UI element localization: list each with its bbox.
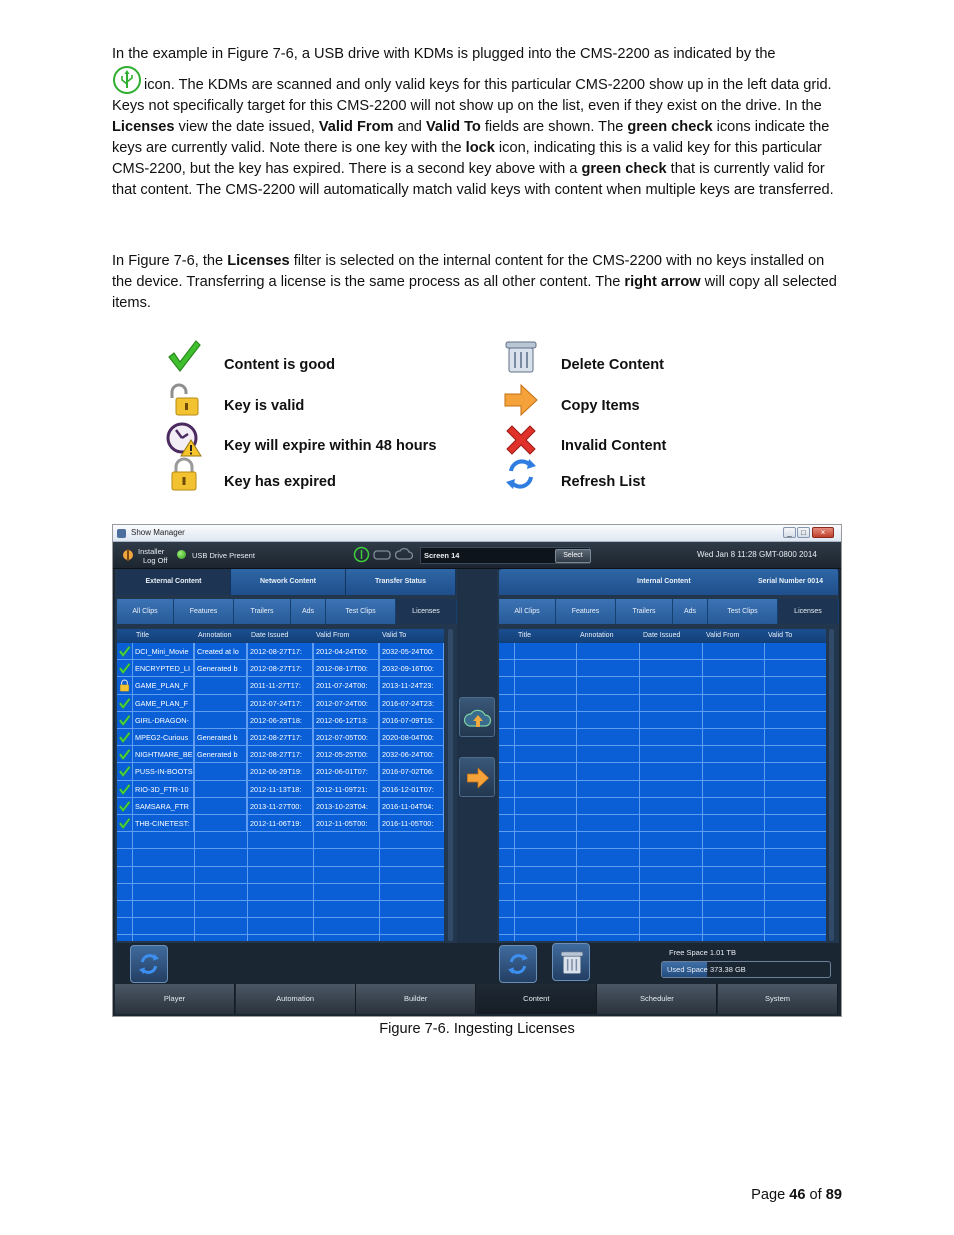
legend-label-delete-content: Delete Content: [561, 357, 664, 373]
network-drive-icon: [373, 548, 391, 561]
bottom-nav: [115, 984, 839, 1014]
internal-content-header: [499, 569, 839, 595]
green-check-icon: [118, 765, 131, 778]
legend-label-invalid-content: Invalid Content: [561, 438, 667, 454]
para1-text-6: icons indicate the keys are currently valid. Note there is one key with the: [112, 119, 830, 156]
cloud-upload-icon: [464, 706, 492, 730]
cell-to: 2020-08-04T00:: [380, 729, 444, 746]
close-button[interactable]: ×: [812, 527, 834, 538]
para2-bold-licenses: Licenses: [227, 253, 290, 269]
right-grid-header: [499, 629, 826, 643]
right-filter-all-clips[interactable]: All Clips: [499, 599, 556, 624]
red-x-icon: [503, 422, 539, 458]
right-top-header: [499, 569, 839, 595]
cell-title: ENCRYPTED_LI: [133, 660, 194, 677]
green-check-icon: [118, 783, 131, 796]
cell-annotation: [195, 763, 247, 780]
cell-from: 2012-05-25T00:: [314, 746, 379, 763]
cell-from: 2012-06-12T13:: [314, 712, 379, 729]
used-space-bar: [661, 961, 831, 978]
cell-to: 2016-11-05T00:: [380, 815, 444, 832]
transfer-column: [457, 569, 497, 943]
unlocked-padlock-icon: [166, 382, 202, 418]
cell-annotation: Generated b: [195, 746, 247, 763]
cell-title: DCI_Mini_Movie: [133, 643, 194, 660]
para1-bold-valid-from: Valid From: [318, 119, 394, 135]
table-row[interactable]: [499, 798, 826, 815]
left-filter-test-clips[interactable]: Test Clips: [326, 599, 396, 624]
cell-issued: 2013-11-27T00:: [248, 798, 313, 815]
clock-warning-icon: [166, 422, 202, 458]
table-row[interactable]: [499, 884, 826, 901]
cell-title: RIO-3D_FTR-10: [133, 781, 194, 798]
nav-content[interactable]: Content: [477, 984, 597, 1014]
left-refresh-button[interactable]: [130, 945, 168, 983]
top-status-bar: [113, 542, 841, 569]
refresh-arrows-icon: [137, 952, 161, 976]
trash-can-icon: [559, 949, 585, 975]
page-number: [751, 1187, 842, 1203]
cell-to: 2032-05-24T00:: [380, 643, 444, 660]
log-off-link[interactable]: Log Off: [143, 556, 168, 565]
legend-label-refresh-list: Refresh List: [561, 474, 646, 490]
cell-to: 2016-11-04T04:: [380, 798, 444, 815]
locked-padlock-icon: [166, 456, 202, 492]
green-check-icon: [118, 800, 131, 813]
table-row[interactable]: [499, 901, 826, 918]
page-prefix: Page: [751, 1187, 790, 1203]
cell-title: PUSS-IN-BOOTS: [133, 763, 194, 780]
table-row[interactable]: [117, 643, 444, 660]
col-date-issued[interactable]: Date Issued: [251, 632, 289, 639]
screen-name: Screen 14: [424, 551, 460, 560]
user-tools-icon: [121, 548, 135, 562]
cell-from: 2012-04-24T00:: [314, 643, 379, 660]
orange-arrow-icon: [465, 766, 491, 790]
user-role-label: Installer: [138, 547, 165, 556]
internal-license-grid: [499, 629, 826, 941]
table-row[interactable]: [499, 918, 826, 935]
right-filter-trailers[interactable]: Trailers: [616, 599, 673, 624]
tab-network-content[interactable]: Network Content: [231, 569, 346, 595]
table-row[interactable]: [117, 712, 444, 729]
table-row[interactable]: [499, 815, 826, 832]
right-filter-tabs: [499, 599, 839, 625]
table-row[interactable]: [117, 815, 444, 832]
delete-content-button[interactable]: [552, 943, 590, 981]
legend-label-content-good: Content is good: [224, 357, 336, 373]
cell-annotation: [195, 815, 247, 832]
maximize-button[interactable]: □: [797, 527, 810, 538]
usb-present-icon: [353, 546, 370, 563]
green-check-icon: [118, 731, 131, 744]
table-row[interactable]: [499, 643, 826, 660]
right-filter-ads[interactable]: Ads: [673, 599, 708, 624]
refresh-arrows-icon: [506, 952, 530, 976]
serial-number: Serial Number 0014: [758, 578, 823, 585]
trash-can-icon: [503, 338, 539, 374]
figure-caption: Figure 7-6. Ingesting Licenses: [379, 1021, 575, 1037]
nav-system[interactable]: System: [718, 984, 838, 1014]
cell-from: 2012-06-01T07:: [314, 763, 379, 780]
green-check-icon: [118, 714, 131, 727]
cell-issued: 2012-08-27T17:: [248, 660, 313, 677]
table-row[interactable]: [499, 729, 826, 746]
cell-annotation: [195, 695, 247, 712]
right-filter-licenses[interactable]: Licenses: [778, 599, 839, 624]
table-row[interactable]: [499, 763, 826, 780]
table-row[interactable]: [117, 832, 444, 849]
para1-text-1: In the example in Figure 7-6, a USB drive with KDMs is plugged into the CMS-2200 as indicated by the: [112, 46, 776, 62]
left-filter-trailers[interactable]: Trailers: [234, 599, 291, 624]
para1-text-5: fields are shown. The: [480, 119, 628, 135]
table-row[interactable]: [499, 781, 826, 798]
col-title[interactable]: Title: [136, 632, 149, 639]
cell-annotation: [195, 798, 247, 815]
table-row[interactable]: [499, 849, 826, 866]
green-check-icon: [166, 338, 202, 374]
cell-from: 2012-07-05T00:: [314, 729, 379, 746]
legend-label-copy-items: Copy Items: [561, 398, 640, 414]
left-filter-ads[interactable]: Ads: [291, 599, 326, 624]
nav-scheduler[interactable]: Scheduler: [597, 984, 717, 1014]
table-row[interactable]: [499, 712, 826, 729]
cell-issued: 2012-06-29T19:: [248, 763, 313, 780]
table-row[interactable]: [499, 867, 826, 884]
table-row[interactable]: [117, 849, 444, 866]
para1-bold-green-check-2: green check: [581, 161, 667, 177]
legend-label-key-expired: Key has expired: [224, 474, 336, 490]
col-valid-from[interactable]: Valid From: [706, 632, 740, 639]
para1-text-2: icon. The KDMs are scanned and only valid keys for this particular CMS-2200 show up in the left data grid. Keys not specifically target for this CMS-2200 will not show up on the list, even if they exist on the drive. In the: [112, 77, 832, 114]
cell-annotation: Generated b: [195, 660, 247, 677]
legend-label-key-valid: Key is valid: [224, 398, 305, 414]
table-row[interactable]: [117, 677, 444, 694]
para1-bold-lock: lock: [465, 140, 495, 156]
table-row[interactable]: [117, 867, 444, 884]
cell-from: 2012-11-09T21:: [314, 781, 379, 798]
para2-text-1: In Figure 7-6, the: [112, 253, 228, 269]
left-filter-tabs: [117, 599, 457, 625]
usb-icon: [112, 65, 142, 95]
legend-label-key-expire-48: Key will expire within 48 hours: [224, 438, 437, 454]
cell-issued: 2012-11-13T18:: [248, 781, 313, 798]
para1-text-4: and: [393, 119, 426, 135]
cell-annotation: [195, 677, 247, 694]
para1-text-8: that is currently valid for that content. The CMS-2200 will automatically match valid keys with content when multiple keys are transferred.: [112, 161, 834, 198]
page-current: 46: [789, 1187, 806, 1203]
cell-title: NIGHTMARE_BE: [133, 746, 194, 763]
cell-from: 2012-08-17T00:: [314, 660, 379, 677]
minimize-button[interactable]: _: [783, 527, 796, 538]
cell-annotation: Created at lo: [195, 643, 247, 660]
table-row[interactable]: [117, 729, 444, 746]
window-titlebar: [113, 525, 841, 542]
table-row[interactable]: [499, 695, 826, 712]
left-filter-licenses[interactable]: Licenses: [396, 599, 457, 624]
right-filter-test-clips[interactable]: Test Clips: [708, 599, 778, 624]
cell-annotation: [195, 712, 247, 729]
locked-padlock-icon: [118, 679, 131, 692]
app-icon: [117, 529, 126, 538]
para2-text-3: will copy all selected items.: [112, 274, 837, 311]
cell-from: 2013-10-23T04:: [314, 798, 379, 815]
paragraph-licenses-filter: [112, 251, 842, 314]
para1-bold-green-check: green check: [627, 119, 713, 135]
green-check-icon: [118, 662, 131, 675]
table-row[interactable]: [117, 798, 444, 815]
cell-issued: 2012-11-06T19:: [248, 815, 313, 832]
cell-annotation: [195, 781, 247, 798]
cell-to: 2016-07-02T06:: [380, 763, 444, 780]
cell-from: 2012-11-05T00:: [314, 815, 379, 832]
cell-to: 2016-07-09T15:: [380, 712, 444, 729]
refresh-arrows-icon: [503, 456, 539, 492]
right-grid-scrollbar[interactable]: [829, 629, 834, 941]
cell-title: GAME_PLAN_F: [133, 677, 194, 694]
left-grid-header: [117, 629, 444, 643]
usb-status-dot-icon: [177, 550, 186, 559]
col-valid-from[interactable]: Valid From: [316, 632, 350, 639]
cloud-icon: [395, 547, 413, 561]
para1-bold-valid-to: Valid To: [425, 119, 481, 135]
cell-title: GAME_PLAN_F: [133, 695, 194, 712]
page-total: 89: [825, 1187, 842, 1203]
select-screen-button[interactable]: Select: [555, 549, 591, 563]
col-valid-to[interactable]: Valid To: [382, 632, 407, 639]
cell-to: 2032-06-24T00:: [380, 746, 444, 763]
cell-issued: 2012-08-27T17:: [248, 729, 313, 746]
table-row[interactable]: [117, 918, 444, 935]
show-manager-screenshot: [112, 524, 842, 1017]
paragraph-usb-kdm: [112, 44, 842, 201]
usb-status-text: USB Drive Present: [192, 551, 255, 560]
right-filter-features[interactable]: Features: [556, 599, 616, 624]
tab-external-content[interactable]: External Content: [117, 569, 231, 595]
table-row[interactable]: [117, 884, 444, 901]
para1-bold-licenses: Licenses: [112, 119, 175, 135]
internal-content-label: Internal Content: [637, 578, 691, 585]
para1-text-3: view the date issued,: [174, 119, 319, 135]
cell-to: 2016-12-01T07:: [380, 781, 444, 798]
green-check-icon: [118, 697, 131, 710]
nav-player[interactable]: Player: [115, 984, 235, 1014]
cell-to: 2016-07-24T23:: [380, 695, 444, 712]
cell-annotation: Generated b: [195, 729, 247, 746]
external-license-grid: [117, 629, 444, 941]
cell-to: 2013-11-24T23:: [380, 677, 444, 694]
left-filter-features[interactable]: Features: [174, 599, 234, 624]
table-row[interactable]: [499, 660, 826, 677]
page-of: of: [805, 1187, 826, 1203]
cell-from: 2011-07-24T00:: [314, 677, 379, 694]
col-valid-to[interactable]: Valid To: [768, 632, 793, 639]
cell-issued: 2012-08-27T17:: [248, 746, 313, 763]
cell-title: GIRL-DRAGON-: [133, 712, 194, 729]
para1-text-7: icon, indicating this is a valid key for this particular CMS-2200, but the key has expired. There is a second key above with a: [112, 140, 822, 177]
cell-issued: 2012-06-29T18:: [248, 712, 313, 729]
cell-title: MPEG2-Curious: [133, 729, 194, 746]
cell-from: 2012-07-24T00:: [314, 695, 379, 712]
date-time: Wed Jan 8 11:28 GMT-0800 2014: [697, 550, 817, 559]
col-date-issued[interactable]: Date Issued: [643, 632, 681, 639]
used-space-text: Used Space 373.38 GB: [667, 965, 746, 974]
cell-issued: 2011-11-27T17:: [248, 677, 313, 694]
para2-bold-right-arrow: right arrow: [624, 274, 701, 290]
table-row[interactable]: [499, 832, 826, 849]
para2-text-2: filter is selected on the internal content for the CMS-2200 with no keys installed on the device. Transferring a license is the same process as all other content. The: [112, 253, 825, 290]
left-grid-scrollbar[interactable]: [448, 629, 453, 941]
window-title: Show Manager: [131, 528, 185, 537]
nav-automation[interactable]: Automation: [236, 984, 356, 1014]
table-row[interactable]: [117, 746, 444, 763]
table-row[interactable]: [499, 746, 826, 763]
cell-title: SAMSARA_FTR: [133, 798, 194, 815]
cell-title: THB-CINETEST:: [133, 815, 194, 832]
right-refresh-button[interactable]: [499, 945, 537, 983]
table-row[interactable]: [117, 781, 444, 798]
cell-issued: 2012-07-24T17:: [248, 695, 313, 712]
upload-button[interactable]: [459, 697, 495, 737]
green-check-icon: [118, 645, 131, 658]
tab-transfer-status[interactable]: Transfer Status: [346, 569, 456, 595]
table-row[interactable]: [499, 677, 826, 694]
col-annotation[interactable]: Annotation: [580, 632, 614, 639]
free-space: Free Space 1.01 TB: [669, 948, 736, 957]
table-row[interactable]: [117, 901, 444, 918]
nav-builder[interactable]: Builder: [356, 984, 476, 1014]
table-row[interactable]: [117, 763, 444, 780]
col-title[interactable]: Title: [518, 632, 531, 639]
left-filter-all-clips[interactable]: All Clips: [117, 599, 174, 624]
left-top-tabs: [117, 569, 457, 595]
green-check-icon: [118, 817, 131, 830]
col-annotation[interactable]: Annotation: [198, 632, 232, 639]
table-row[interactable]: [117, 695, 444, 712]
cell-to: 2032-09-16T00:: [380, 660, 444, 677]
orange-arrow-icon: [503, 382, 539, 418]
green-check-icon: [118, 748, 131, 761]
cell-issued: 2012-08-27T17:: [248, 643, 313, 660]
table-row[interactable]: [117, 660, 444, 677]
copy-items-button[interactable]: [459, 757, 495, 797]
